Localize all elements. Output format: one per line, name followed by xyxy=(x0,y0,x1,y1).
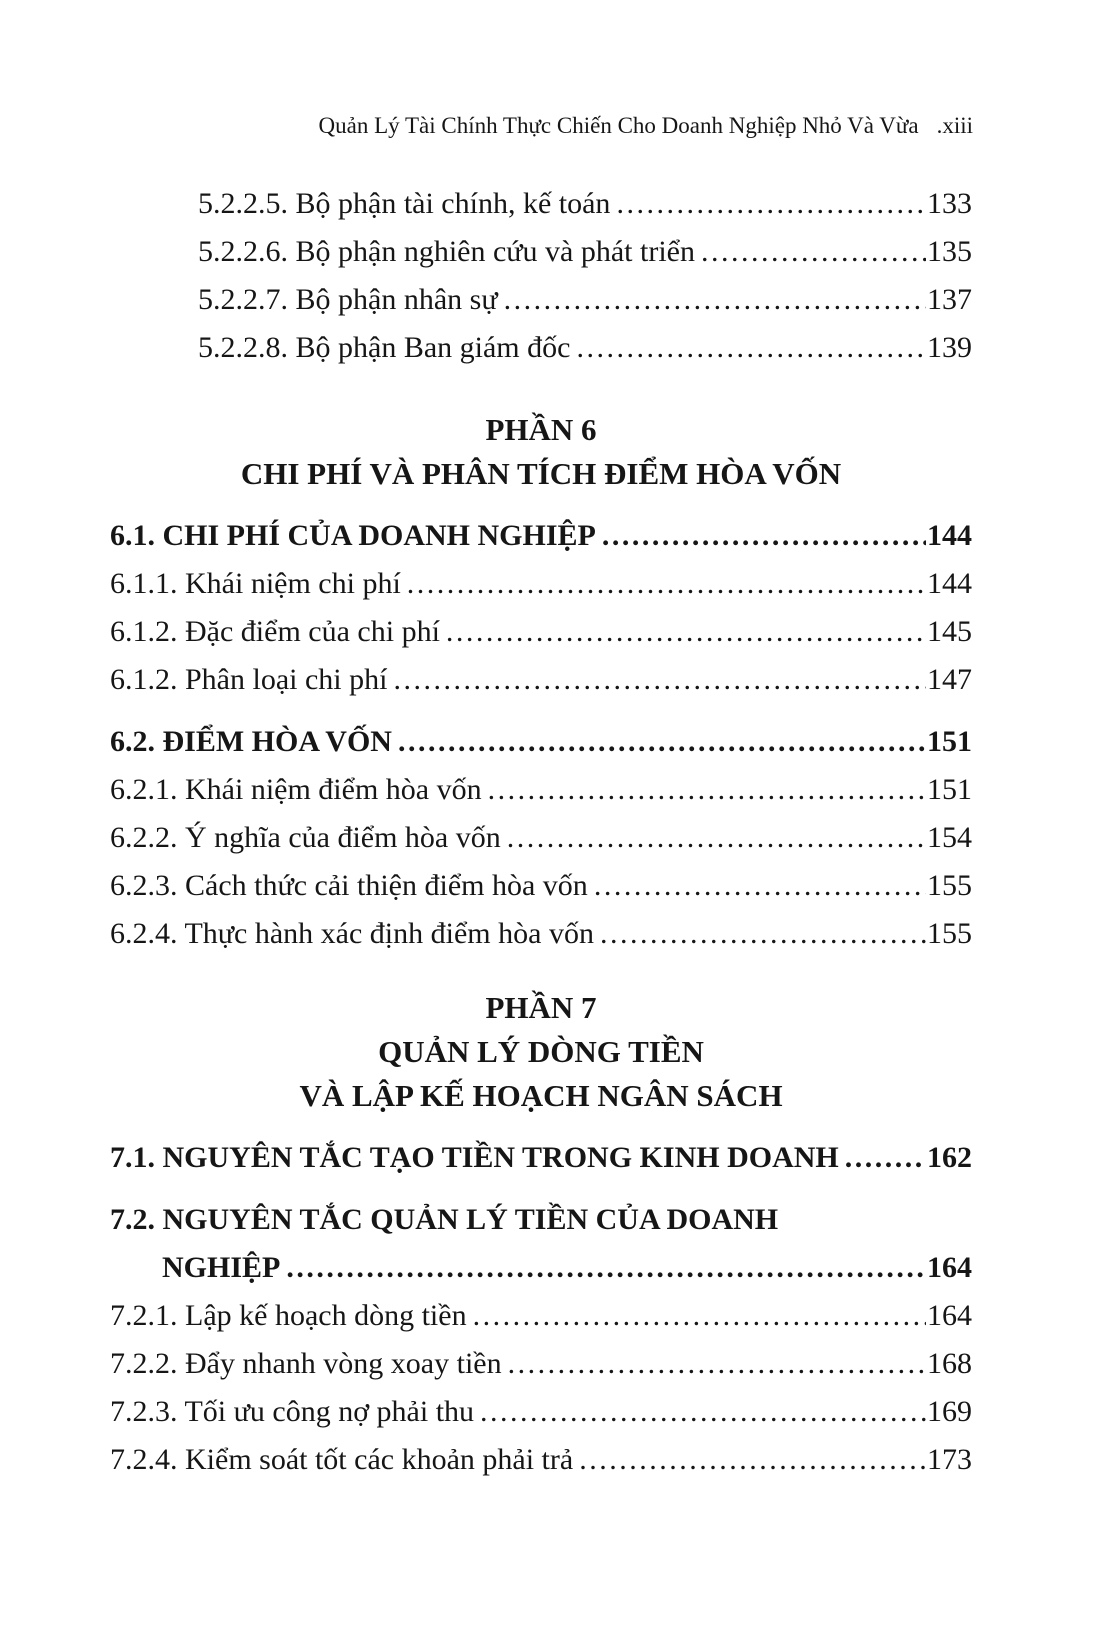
toc-entry-page: 144 xyxy=(927,519,972,552)
dot-leader xyxy=(407,560,926,608)
dot-leader xyxy=(473,1292,926,1340)
dot-leader xyxy=(600,910,926,958)
toc-entry-page: 173 xyxy=(927,1443,972,1476)
dot-leader xyxy=(504,276,926,324)
part6-heading xyxy=(110,408,972,496)
toc-entry-page: 151 xyxy=(927,725,972,758)
toc-entry-label: NGHIỆP xyxy=(162,1251,281,1284)
toc-entry xyxy=(110,1388,972,1436)
part7-title-line2: VÀ LẬP KẾ HOẠCH NGÂN SÁCH xyxy=(299,1078,783,1113)
dot-leader xyxy=(616,180,926,228)
toc-entry xyxy=(110,324,972,372)
toc-entry-label: 5.2.2.7. Bộ phận nhân sự xyxy=(198,283,498,316)
dot-leader xyxy=(286,1244,926,1292)
toc-entry-label: 7.2.2. Đẩy nhanh vòng xoay tiền xyxy=(110,1347,502,1380)
toc-entry-page: 164 xyxy=(927,1251,972,1284)
toc-entry xyxy=(110,560,972,608)
toc-entry xyxy=(110,228,972,276)
toc-entry-page: 168 xyxy=(927,1347,972,1380)
toc-entry-section xyxy=(110,718,972,766)
dot-leader xyxy=(393,656,926,704)
running-head xyxy=(0,112,973,140)
toc-entry-page: 139 xyxy=(927,331,972,364)
toc-entry xyxy=(110,608,972,656)
dot-leader xyxy=(576,324,926,372)
toc-entry-label: 6.2.3. Cách thức cải thiện điểm hòa vốn xyxy=(110,869,588,902)
toc-entry xyxy=(110,814,972,862)
toc-entry-page: 145 xyxy=(927,615,972,648)
toc-entry xyxy=(110,766,972,814)
dot-leader xyxy=(446,608,926,656)
toc-entry-page: 144 xyxy=(927,567,972,600)
toc-entry-label: 5.2.2.8. Bộ phận Ban giám đốc xyxy=(198,331,571,364)
dot-leader xyxy=(701,228,926,276)
toc-entry-section xyxy=(110,1196,972,1244)
toc-entry-label: 7.2. NGUYÊN TẮC QUẢN LÝ TIỀN CỦA DOANH xyxy=(110,1203,779,1236)
toc-list xyxy=(110,180,972,1484)
toc-entry-section xyxy=(110,1134,972,1182)
toc-entry xyxy=(110,910,972,958)
dot-leader xyxy=(507,814,926,862)
dot-leader xyxy=(579,1436,926,1484)
toc-entry-label: 6.1.2. Đặc điểm của chi phí xyxy=(110,615,440,648)
toc-entry-page: 135 xyxy=(927,235,972,268)
dot-leader xyxy=(508,1340,926,1388)
toc-entry xyxy=(110,862,972,910)
part6-title: CHI PHÍ VÀ PHÂN TÍCH ĐIỂM HÒA VỐN xyxy=(240,456,842,491)
toc-entry-label: 5.2.2.6. Bộ phận nghiên cứu và phát triển xyxy=(198,235,695,268)
toc-entry xyxy=(110,1292,972,1340)
toc-entry xyxy=(110,180,972,228)
toc-entry-label: 6.1. CHI PHÍ CỦA DOANH NGHIỆP xyxy=(110,519,596,552)
dot-leader xyxy=(488,766,926,814)
dot-leader xyxy=(594,862,926,910)
toc-entry-label: 6.2. ĐIỂM HÒA VỐN xyxy=(110,725,392,758)
toc-entry-page: 162 xyxy=(927,1141,972,1174)
toc-entry-section xyxy=(110,512,972,560)
dot-leader xyxy=(480,1388,926,1436)
toc-entry-label: 5.2.2.5. Bộ phận tài chính, kế toán xyxy=(198,187,611,220)
toc-entry-page: 137 xyxy=(927,283,972,316)
part6-kicker: PHẦN 6 xyxy=(485,412,597,447)
toc-entry-label: 6.1.1. Khái niệm chi phí xyxy=(110,567,401,600)
toc-entry-page: 151 xyxy=(927,773,972,806)
toc-entry xyxy=(110,276,972,324)
toc-entry-page: 133 xyxy=(927,187,972,220)
toc-entry-label: 6.2.4. Thực hành xác định điểm hòa vốn xyxy=(110,917,594,950)
toc-entry-label: 7.2.3. Tối ưu công nợ phải thu xyxy=(110,1395,475,1428)
toc-entry-section-continuation xyxy=(110,1244,972,1292)
toc-entry-page: 169 xyxy=(927,1395,972,1428)
toc-entry-page: 154 xyxy=(927,821,972,854)
dot-leader xyxy=(602,512,926,560)
toc-entry-label: 7.2.4. Kiểm soát tốt các khoản phải trả xyxy=(110,1443,574,1476)
toc-entry-label: 7.1. NGUYÊN TẮC TẠO TIỀN TRONG KINH DOANH xyxy=(110,1141,839,1174)
toc-entry xyxy=(110,1436,972,1484)
toc-entry-page: 155 xyxy=(927,917,972,950)
dot-leader xyxy=(398,718,926,766)
running-head-page-number: .xiii xyxy=(936,113,973,138)
toc-entry xyxy=(110,1340,972,1388)
toc-entry-page: 155 xyxy=(927,869,972,902)
toc-entry-label: 6.2.2. Ý nghĩa của điểm hòa vốn xyxy=(110,821,501,854)
running-head-title: Quản Lý Tài Chính Thực Chiến Cho Doanh Nghiệp Nhỏ Và Vừa xyxy=(318,113,919,138)
dot-leader xyxy=(845,1134,926,1182)
toc-entry-label: 6.1.2. Phân loại chi phí xyxy=(110,663,388,696)
part7-heading xyxy=(110,986,972,1118)
toc-entry-label: 7.2.1. Lập kế hoạch dòng tiền xyxy=(110,1299,467,1332)
toc-entry-page: 164 xyxy=(927,1299,972,1332)
toc-entry-label: 6.2.1. Khái niệm điểm hòa vốn xyxy=(110,773,482,806)
part7-title-line1: QUẢN LÝ DÒNG TIỀN xyxy=(378,1034,704,1069)
toc-entry-page: 147 xyxy=(927,663,972,696)
toc-entry xyxy=(110,656,972,704)
part7-kicker: PHẦN 7 xyxy=(485,990,597,1025)
